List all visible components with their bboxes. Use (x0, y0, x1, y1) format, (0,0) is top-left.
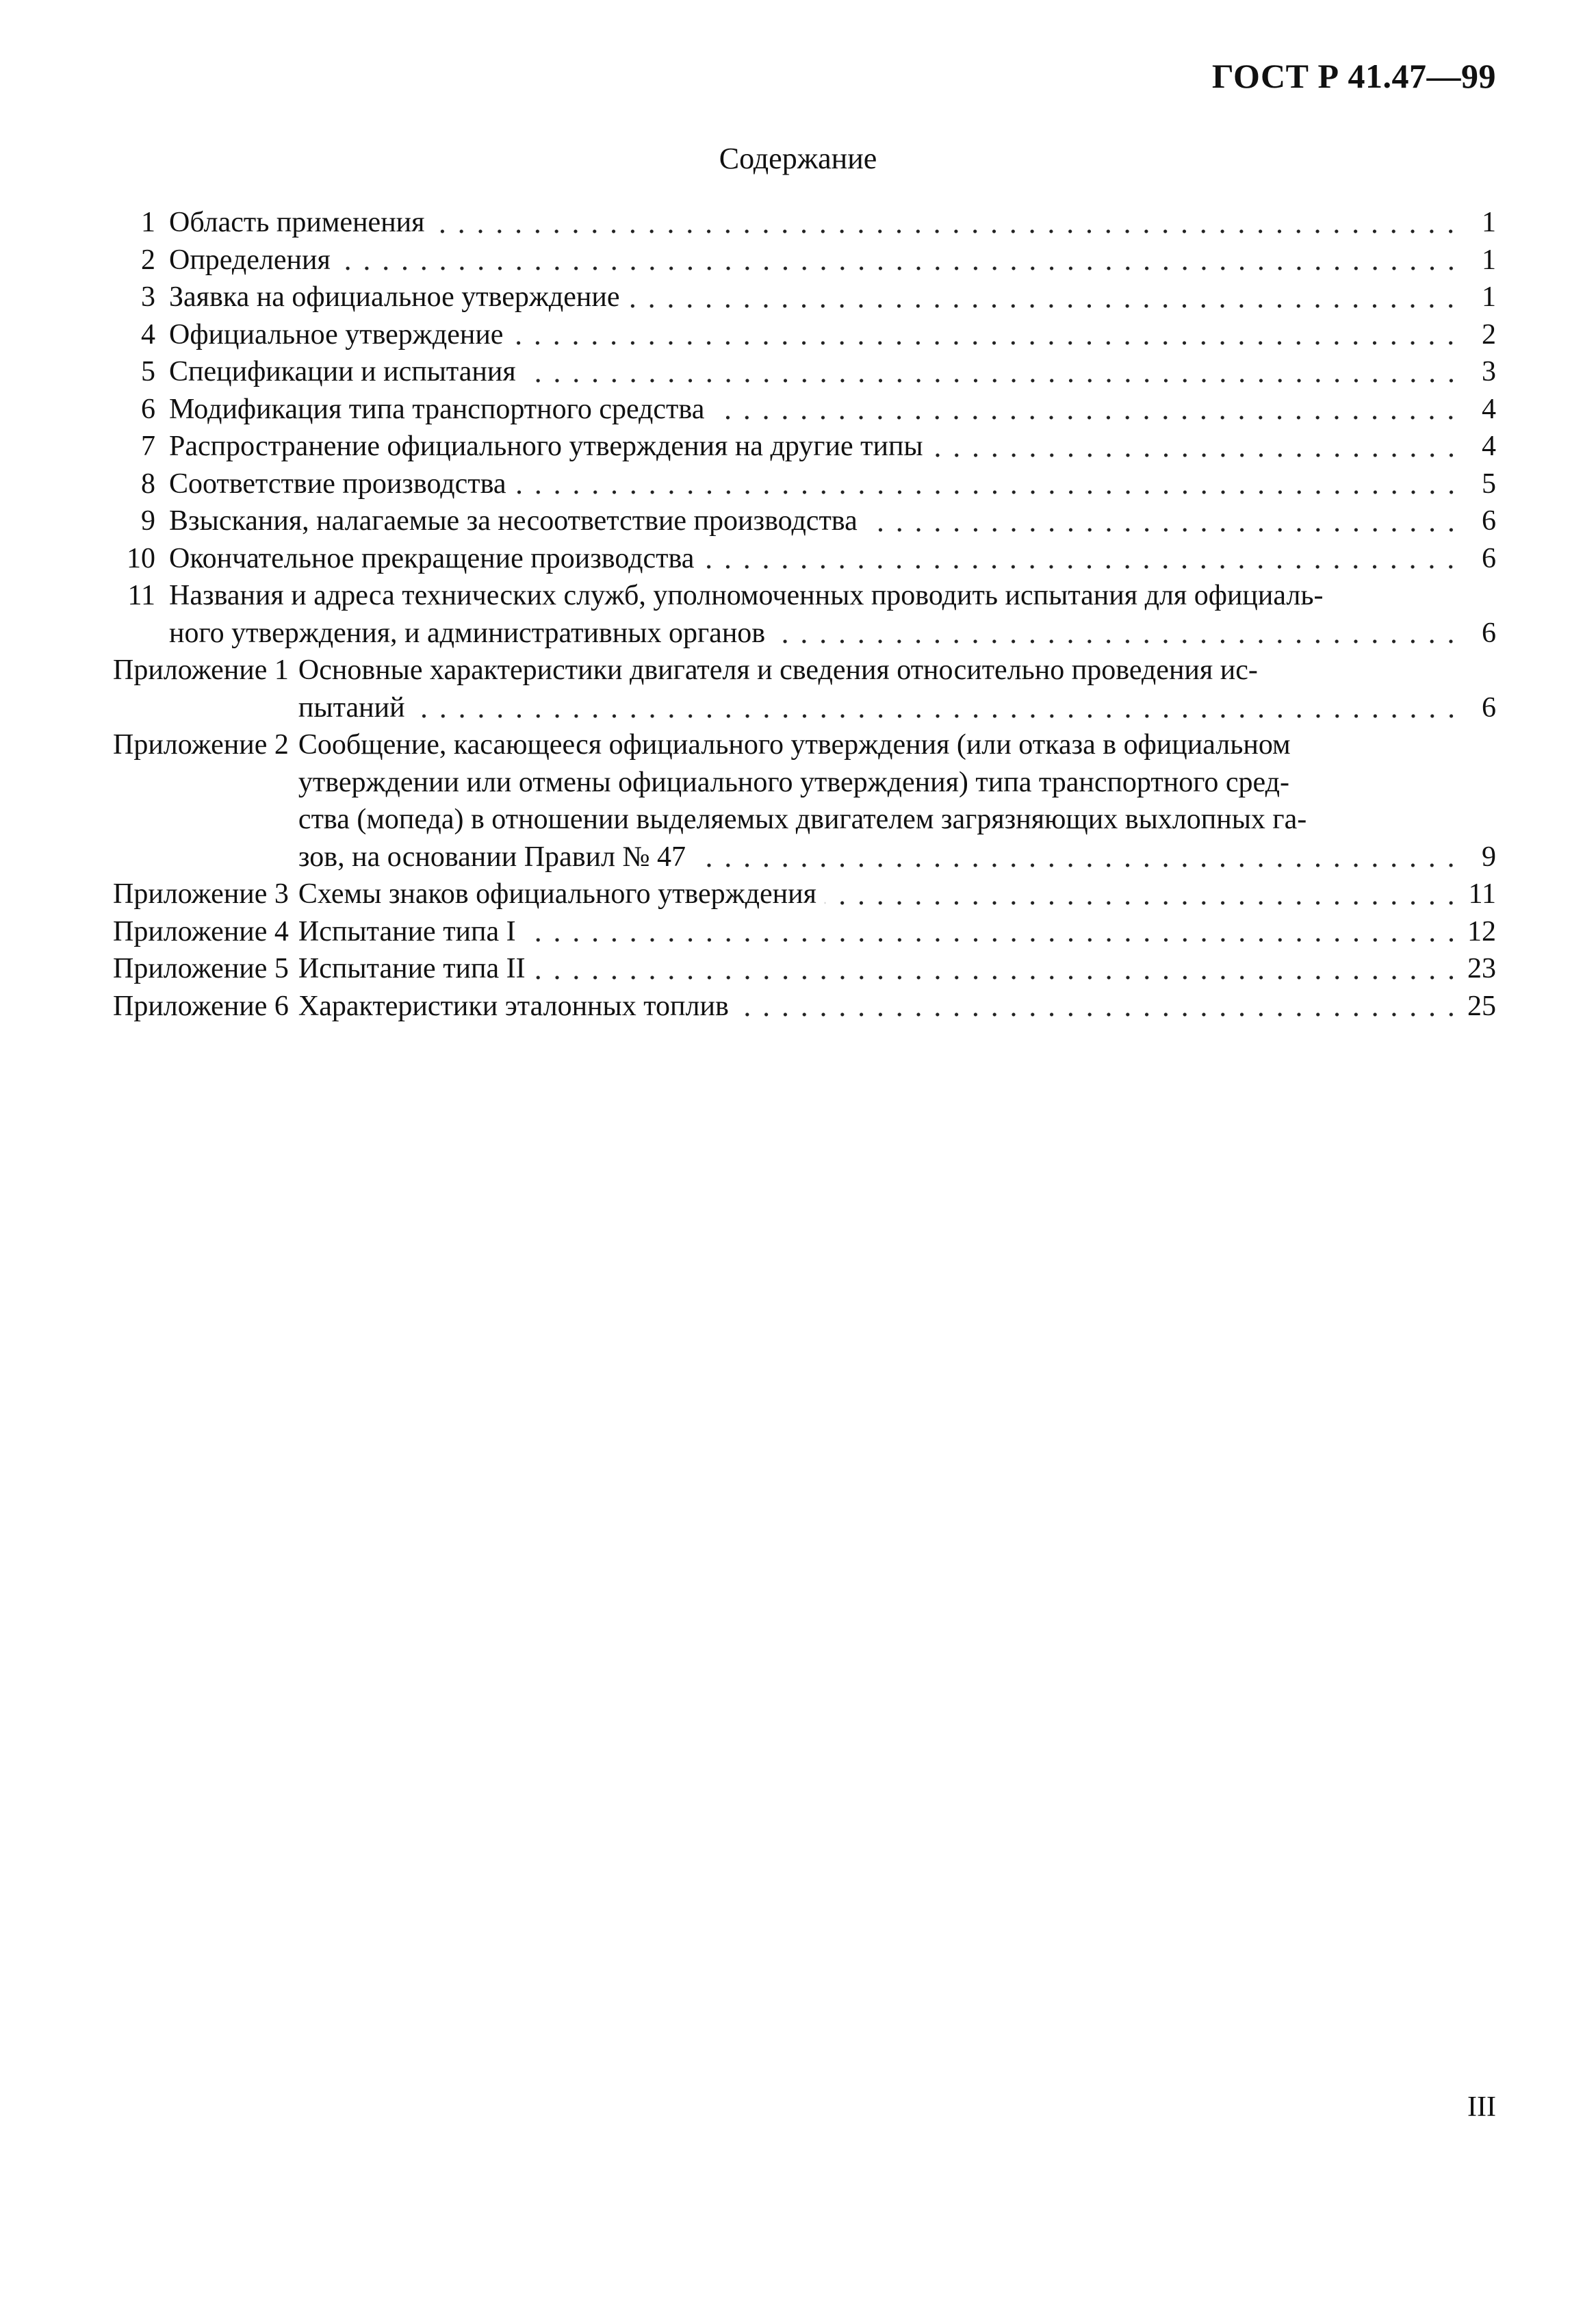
toc-sections-7-text: Соответствие производства (169, 468, 506, 500)
entry-number: 8 (141, 468, 155, 500)
page-number: III (1467, 2091, 1496, 2123)
dot-leader (524, 379, 1460, 383)
toc-sections-10-body (169, 577, 1496, 652)
entry-number: 6 (141, 393, 155, 425)
toc-sections-10-text: ного утверждения, и административных органов (169, 617, 766, 649)
toc-entry (113, 279, 1496, 316)
page-ref: 1 (1482, 207, 1496, 238)
toc-appendices-1-text: утверждении или отмены официального утверждения) типа транспортного сред- (298, 766, 1289, 798)
page-ref: 12 (1467, 915, 1496, 947)
toc-appendix-entry (113, 652, 1496, 726)
dot-leader (773, 639, 1460, 643)
toc-appendices-1-line (298, 726, 1496, 764)
entry-number: 2 (141, 244, 155, 276)
toc-sections-3-text: Официальное утверждение (169, 318, 504, 350)
appendix-label: Приложение 6 (113, 990, 289, 1022)
appendix-label: Приложение 3 (113, 878, 289, 910)
dot-leader (524, 938, 1460, 942)
toc-entry (113, 242, 1496, 279)
toc-appendix-entry (113, 988, 1496, 1025)
toc-sections-1-text: Определения (169, 244, 331, 276)
page-ref: 5 (1482, 468, 1496, 500)
toc-entry (113, 353, 1496, 391)
toc-entry (113, 466, 1496, 503)
entry-number: 1 (141, 207, 155, 238)
toc-sections-0-text: Область применения (169, 207, 425, 238)
page-ref: 23 (1467, 953, 1496, 984)
appendix-label: Приложение 1 (113, 654, 289, 686)
toc-title: Содержание (719, 142, 877, 175)
standard-code: ГОСТ Р 41.47—99 (1211, 57, 1496, 95)
toc-sections-8-line (169, 502, 1496, 540)
toc-entry (113, 204, 1496, 242)
page-ref: 6 (1482, 542, 1496, 574)
toc-sections-9-text: Окончательное прекращение производства (169, 542, 695, 574)
page-ref: 9 (1482, 841, 1496, 873)
page-ref: 6 (1482, 505, 1496, 537)
toc-appendices-3-line (298, 913, 1496, 951)
dot-leader (825, 901, 1460, 905)
dot-leader (737, 1012, 1460, 1017)
toc-appendices-1-text: ства (мопеда) в отношении выделяемых двигателем загрязняющих выхлопных га- (298, 804, 1307, 835)
entry-number: 10 (127, 542, 155, 574)
toc-sections-10-line (169, 615, 1496, 652)
entry-number: 9 (141, 505, 155, 537)
toc-sections-1-line (169, 242, 1496, 279)
toc-sections (113, 204, 1496, 652)
toc-entry (113, 502, 1496, 540)
toc-sections-8-body (169, 502, 1496, 540)
toc-sections-6-line (169, 428, 1496, 466)
dot-leader (712, 416, 1460, 420)
dot-leader (702, 565, 1460, 569)
page-ref: 1 (1482, 281, 1496, 313)
toc-sections-9-body (169, 540, 1496, 578)
toc-appendices-2-text: Схемы знаков официального утверждения (298, 878, 816, 910)
toc-entry (113, 316, 1496, 354)
toc-sections-9-line (169, 540, 1496, 578)
toc-appendices-2-body (298, 876, 1496, 913)
toc-appendices-1-line (298, 801, 1496, 839)
toc-appendix-entry (113, 913, 1496, 951)
toc-sections-4-line (169, 353, 1496, 391)
toc-appendices-3-body (298, 913, 1496, 951)
page-ref: 11 (1468, 878, 1496, 910)
entry-number: 4 (141, 318, 155, 350)
toc-sections-2-line (169, 279, 1496, 316)
toc-entry (113, 577, 1496, 652)
dot-leader (931, 453, 1460, 457)
toc-appendices-1-line (298, 764, 1496, 802)
toc-appendices-3-text: Испытание типа I (298, 915, 516, 947)
toc-sections-8-text: Взыскания, налагаемые за несоответствие производства (169, 505, 858, 537)
toc-appendices-0-text: Основные характеристики двигателя и сведения относительно проведения ис- (298, 654, 1258, 686)
toc-sections-7-body (169, 466, 1496, 503)
toc-sections-10-line (169, 577, 1496, 615)
page-ref: 1 (1482, 244, 1496, 276)
entry-number: 7 (141, 431, 155, 462)
toc-sections-7-line (169, 466, 1496, 503)
dot-leader (866, 528, 1460, 532)
appendix-label: Приложение 5 (113, 953, 289, 984)
entry-number: 11 (127, 580, 155, 611)
toc-appendices-4-text: Испытание типа II (298, 953, 526, 984)
toc-appendices-2-line (298, 876, 1496, 913)
toc-appendices-0-body (298, 652, 1496, 726)
toc-sections-6-text: Распространение официального утверждения на другие типы (169, 431, 923, 462)
page-ref: 3 (1482, 356, 1496, 387)
toc-sections-4-body (169, 353, 1496, 391)
dot-leader (628, 304, 1460, 308)
page-ref: 4 (1482, 393, 1496, 425)
toc-sections-10-text: Названия и адреса технических служб, уполномоченных проводить испытания для официаль- (169, 580, 1324, 611)
toc-sections-0-line (169, 204, 1496, 242)
toc-sections-5-body (169, 391, 1496, 429)
toc-sections-0-body (169, 204, 1496, 242)
toc-appendix-entry (113, 726, 1496, 876)
toc-appendices (113, 652, 1496, 1025)
dot-leader (511, 341, 1460, 345)
dot-leader (339, 266, 1460, 270)
dot-leader (534, 976, 1460, 980)
toc-appendices-5-body (298, 988, 1496, 1025)
toc-appendices-4-body (298, 950, 1496, 988)
dot-leader (413, 714, 1460, 718)
toc-sections-4-text: Спецификации и испытания (169, 356, 516, 387)
toc-appendices-5-text: Характеристики эталонных топлив (298, 990, 729, 1022)
toc-appendices-5-line (298, 988, 1496, 1025)
toc-appendices-4-line (298, 950, 1496, 988)
toc-sections-3-line (169, 316, 1496, 354)
toc-appendix-entry (113, 876, 1496, 913)
page-ref: 25 (1467, 990, 1496, 1022)
toc-sections-5-text: Модификация типа транспортного средства (169, 393, 705, 425)
toc-appendix-entry (113, 950, 1496, 988)
toc-appendices-1-body (298, 726, 1496, 876)
toc-appendices-0-line (298, 652, 1496, 689)
toc-sections-3-body (169, 316, 1496, 354)
page-ref: 6 (1482, 691, 1496, 724)
toc-appendices-1-line (298, 839, 1496, 876)
toc-appendices-0-line (298, 689, 1496, 727)
toc-sections-6-body (169, 428, 1496, 466)
page-ref: 4 (1482, 431, 1496, 462)
entry-number: 5 (141, 356, 155, 387)
dot-leader (515, 490, 1460, 494)
toc-entry (113, 428, 1496, 466)
toc-entry (113, 540, 1496, 578)
toc-sections-2-text: Заявка на официальное утверждение (169, 281, 620, 313)
page-ref: 2 (1482, 318, 1496, 350)
toc-appendices-0-text: пытаний (298, 691, 405, 724)
appendix-label: Приложение 2 (113, 729, 289, 761)
dot-leader (433, 229, 1460, 233)
toc-appendices-1-text: зов, на основании Правил № 47 (298, 841, 686, 873)
toc-sections-1-body (169, 242, 1496, 279)
page-ref: 6 (1482, 617, 1496, 649)
table-of-contents (113, 204, 1496, 1025)
toc-appendices-1-text: Сообщение, касающееся официального утверждения (или отказа в официальном (298, 729, 1291, 761)
appendix-label: Приложение 4 (113, 915, 289, 947)
dot-leader (694, 863, 1460, 867)
toc-entry (113, 391, 1496, 429)
entry-number: 3 (141, 281, 155, 313)
toc-sections-2-body (169, 279, 1496, 316)
toc-sections-5-line (169, 391, 1496, 429)
